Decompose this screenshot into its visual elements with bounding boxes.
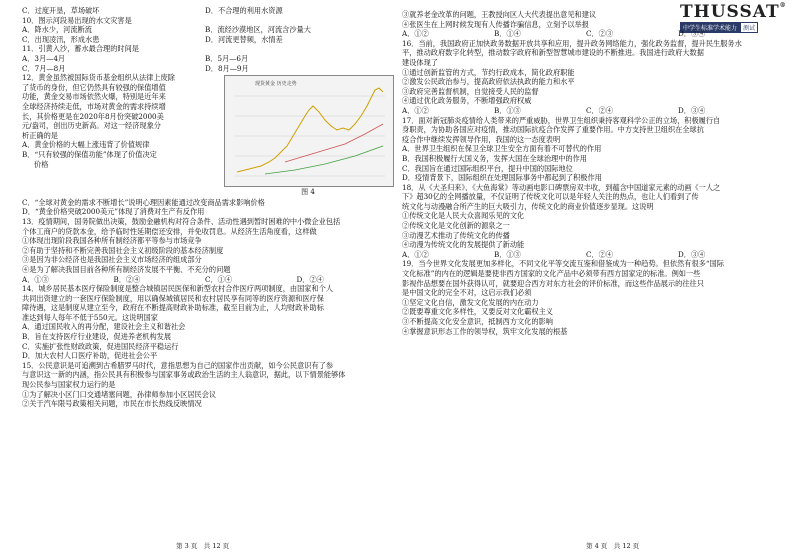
question-10: 10．图示河段易出现的水文灾害是 A．降水少，河流断流 B．流经沙漠地区，河流含沙量大 C．出现凌汛，形成水患 D．河流更替频，水情差 xyxy=(22,15,311,44)
question-12: 12．黄金虽然被国际货币基金组织从法律上废除 了货币的身份，但它仍然具有较强的保值增值 功能，黄金交易市场依然火爆，特别是近年来 全球经济持续走低，市场对黄金的需求持续增 长，其价格更是在2020年8月份突破2000美 元/盎司，创出历史新高。对这一经济现象分 析正确的是 A．黄金价格的大幅上涨违背了价值规律 B．“只有较强的保值功能”体现了价值决定 价格 现货黄金 历史走势 图 4 xyxy=(22,73,388,198)
figure-caption: 图 4 xyxy=(301,188,315,197)
question-18: 18．从《大圣归来》、《大鱼海棠》等动画电影口碑票房双丰收，到蕴含中国道家元素的动画《一人之 下》超30亿的全网播放量，不仅证明了传统文化可以是年轻人关注的热点，也让人们看到了传 统文化与动漫融合所产生的巨大吸引力，传统文化的商业价值逐步显现。这说明 ①传统文化是人民大众喜闻乐见的文化 ②传统文化是文化创新的源泉之一 ③动漫艺术推动了传统文化的传播 ④动漫为传统文化的发展提供了新动能 A．①② B．①③ C．②④ D．③④ xyxy=(402,182,721,259)
page-footer-right: 第 4 页 共 12 页 xyxy=(586,542,640,550)
q9-options: C．过度开垦，草场破坏 D．不合理的利用水资源 xyxy=(22,6,283,15)
left-page: C．过度开垦，草场破坏 D．不合理的利用水资源 10．图示河段易出现的水文灾害是 A．降水少，河流断流 B．流经沙漠地区，河流含沙量大 C．出现凌汛，形成水患 D．河流更替频，水情差 11．引黄入沙，蓄水最合理的时间是 A．3月—4月 B．5月—6月 C．7月—8月 D．8月—9月 12．黄金虽然被国际货币基金组织从法律上废除 了货币的身份，但它仍然具有较强的保值增值 功能，黄金交易市场依然火爆，特别是近年来 全球经济持续走低，市场对黄金的需求持续增 长，其价格更是在2020年8月份突破2000美 元/盎司，创出历史新高。对这一经济现象分 析正确的是 A．黄金价格的大幅上涨违背了价值规律 B．“只有较强的保值功能”体现了价值决定 价格 现货黄金 历史走势 图 4 C．“全球对黄金的需求不断增长”说明心理因素能通过改变商品需求影响价格 D．“黄金价格突破2000美元”体现了消费对生产有反作用 13．疫情期间，国务院做出决策，鼓励金融机构对符合条件、活动性遇到暂时困难的中小微企业包括 个体工商户的贷款本金，给予临时性延期偿还安排，并免收罚息。从经济生活角度看，这样做 ①体现出现阶段我国各种所有制经济都平等参与市场竞争 ②有助于坚持和不断完善我国社会主义初级阶段的基本经济制度 ③是因为非公经济也是我国社会主义市场经济的组成部分 ④是为了解决我国目前各种所有制经济发展不平衡、不充分的问题 A．①③ B．②④ C．①④ D．②④ 14．城乡居民基本医疗保险制度是整合城镇居民医保和新型农村合作医疗两项制度，由国家和个人 共同出资建立的一套医疗保险制度，用以确保城镇居民和农村居民享有同等的医疗资源和医疗保 障待遇，这是制度从建立至今，政府在不断提高财政补助标准，截至目前为止，人均财政补助标 准达到每人每年不低于550元。这说明国家 A．通过国民收入的再分配，建设社会主义和谐社会 B．旨在支持医疗行业建设，促进养老机构发展 C．实施扩张性财政政策，促进国民经济平稳运行 D．加大农村人口医疗补助，促进社会公平 15．公民意识是可追溯到古希腊罗马时代，意指思想为自己的国家作出贡献，如今公民意识有了参 与意识这一新的内涵，指公民具有积极参与国家事务或政治生活的主人翁意识，据此，以下情景能够体 现公民参与国家权力运行的是 ①为了解决小区门口交通堵塞问题，孙律师参加小区居民会议 ②关于汽车限号政策相关问题，市民在市长热线反映情况 xyxy=(22,6,388,409)
gold-price-figure xyxy=(224,75,392,198)
question-14: 14．城乡居民基本医疗保险制度是整合城镇居民医保和新型农村合作医疗两项制度，由国家和个人 共同出资建立的一套医疗保险制度，用以确保城镇居民和农村居民享有同等的医疗资源和医疗保 障待遇，这是制度从建立至今，政府在不断提高财政补助标准，截至目前为止，人均财政补助标 准达到每人每年不低于550元。这说明国家 A．通过国民收入的再分配，建设社会主义和谐社会 B．旨在支持医疗行业建设，促进养老机构发展 C．实施扩张性财政政策，促进国民经济平稳运行 D．加大农村人口医疗补助，促进社会公平 xyxy=(22,284,334,361)
gold-price-chart xyxy=(224,75,394,187)
question-11: 11．引黄入沙，蓄水最合理的时间是 A．3月—4月 B．5月—6月 C．7月—8月 D．8月—9月 xyxy=(22,44,249,73)
svg-text:现货黄金 历史走势: 现货黄金 历史走势 xyxy=(255,81,297,88)
question-19: 19．当今世界文化发展更加多样化，不同文化平等交流互鉴和借鉴成为一种趋势。但依然有很多“国际 文化标准”的内在的逻辑是要使非西方国家的文化产品中必须带有西方国家定的标准。例如一些 影视作品想要在国外获得认可，就要迎合西方对东方社会的评价标准，而这些作品展示的往往只 是中国文化的完全不对，这启示我们必须 ①坚定文化自信，激发文化发展的内在动力 ②既要尊重文化多样性，又要反对文化霸权主义 ③不断提高文化安全意识，抵制西方文化的影响 ④掌握意识形态工作的领导权，筑牢文化发展的根基 xyxy=(402,259,724,336)
question-16: 16．当前，我国政府正加快政务数据开放共享和应用，提升政务网络能力，强化政务监督，提升民生服务水 平，推动政府数字化转型，推动数字政府和新型智慧城市建设的不断推进。我国进行政府大数据 建设体现了 ①通过创新监管的方式，节约行政成本，简化政府职能 ②激发公民政治参与，提高政府依法执政的能力和水平 ③政府完善监督机制，自觉接受人民的监督 ④通过优化政务服务，不断增强政府权威 A．①② B．①③ C．②④ D．③④ xyxy=(402,38,742,115)
question-17: 17．面对新冠肺炎疫情给人类带来的严重威胁，世界卫生组织秉持客观科学公正的立场，积极履行自 身职责，为协助各国应对疫情，推动国际抗疫合作发挥了重要作用。中方支持世卫组织在全球抗 疫合作中继续发挥领导作用，我国的这一态度表明 A．世界卫生组织在保卫全球卫生安全方面有着不可替代的作用 B．我国积极履行大国义务，发挥大国在全球治理中的作用 C．我国旨在通过国际组织平台，提升中国的国际地位 D．疫情背景下，国际组织在处理国际事务中都起到了积极作用 xyxy=(402,115,721,183)
right-page: ③就养老金改革的问题，王教授向区人大代表提出意见和建议 ④张医生在上网时候发现有人传播诈骗信息，立刻予以举报 A．①② B．①④ C．②③ D．③④ 16．当前，我国政府正加快政务数据开放共享和应用，提升政务网络能力，强化政务监督，提升民生服务水 平，推动政府数字化转型，推动数字政府和新型智慧城市建设的不断推进。我国进行政府大数据 建设体现了 ①通过创新监管的方式，节约行政成本，简化政府职能 ②激发公民政治参与，提高政府依法执政的能力和水平 ③政府完善监督机制，自觉接受人民的监督 ④通过优化政务服务，不断增强政府权威 A．①② B．①③ C．②④ D．③④ 17．面对新冠肺炎疫情给人类带来的严重威胁，世界卫生组织秉持客观科学公正的立场，积极履行自 身职责，为协助各国应对疫情，推动国际抗疫合作发挥了重要作用。中方支持世卫组织在全球抗 疫合作中继续发挥领导作用，我国的这一态度表明 A．世界卫生组织在保卫全球卫生安全方面有着不可替代的作用 B．我国积极履行大国义务，发挥大国在全球治理中的作用 C．我国旨在通过国际组织平台，提升中国的国际地位 D．疫情背景下，国际组织在处理国际事务中都起到了积极作用 18．从《大圣归来》、《大鱼海棠》等动画电影口碑票房双丰收，到蕴含中国道家元素的动画《一人之 下》超30亿的全网播放量，不仅证明了传统文化可以是年轻人关注的热点，也让人们看到了传 统文化与动漫融合所产生的巨大吸引力，传统文化的商业价值逐步显现。这说明 ①传统文化是人民大众喜闻乐见的文化 ②传统文化是文化创新的源泉之一 ③动漫艺术推动了传统文化的传播 ④动漫为传统文化的发展提供了新动能 A．①② B．①③ C．②④ D．③④ 19．当今世界文化发展更加多样化，不同文化平等交流互鉴和借鉴成为一种趋势。但依然有很多“国际 文化标准”的内在的逻辑是要使非西方国家的文化产品中必须带有西方国家定的标准。例如一些 影视作品想要在国外获得认可，就要迎合西方对东方社会的评价标准，而这些作品展示的往往只 是中国文化的完全不对，这启示我们必须 ①坚定文化自信，激发文化发展的内在动力 ②既要尊重文化多样性，又要反对文化霸权主义 ③不断提高文化安全意识，抵制西方文化的影响 ④掌握意识形态工作的领导权，筑牢文化发展的根基 xyxy=(402,10,770,336)
logo-subtitle: 中学生标准学术能力 测试 xyxy=(680,22,780,33)
question-15: 15．公民意识是可追溯到古希腊罗马时代，意指思想为自己的国家作出贡献，如今公民意识有了参 与意识这一新的内涵，指公民具有积极参与国家事务或政治生活的主人翁意识，据此，以下情景能够体 现公民参与国家权力运行的是 ①为了解决小区门口交通堵塞问题，孙律师参加小区居民会议 ②关于汽车限号政策相关问题，市民在市长热线反映情况 xyxy=(22,360,346,409)
question-13: 13．疫情期间，国务院做出决策，鼓励金融机构对符合条件、活动性遇到暂时困难的中小微企业包括 个体工商户的贷款本金，给予临时性延期偿还安排，并免收罚息。从经济生活角度看，这样做 ①体现出现阶段我国各种所有制经济都平等参与市场竞争 ②有助于坚持和不断完善我国社会主义初级阶段的基本经济制度 ③是因为非公经济也是我国社会主义市场经济的组成部分 ④是为了解决我国目前各种所有制经济发展不平衡、不充分的问题 A．①③ B．②④ C．①④ D．②④ xyxy=(22,216,341,284)
logo-brand: THUSSAT® xyxy=(680,2,787,22)
page-footer-left: 第 3 页 共 12 页 xyxy=(176,542,230,550)
